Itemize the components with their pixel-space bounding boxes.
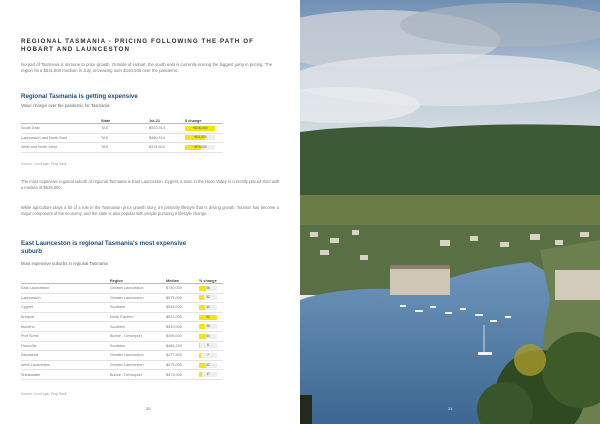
- body-paragraph-2: While agriculture plays a bit of a role in the Tasmanian price growth story, it's primarily lifestyle that is driving growth. Tourism has become a major component of the economy, and the state is also popular with people pursuing a lifestyle change.: [21, 205, 279, 217]
- section2-title: East Launceston is regional Tasmania's most expensive suburb: [21, 240, 187, 255]
- area-name: South East: [21, 124, 101, 134]
- median-cell: $486,250: [166, 341, 199, 351]
- region-cell: Greater Launceston: [110, 284, 166, 294]
- change-cell: [199, 370, 223, 380]
- area-name: Launceston and North East: [21, 133, 101, 143]
- median-cell: $495,000: [166, 331, 199, 341]
- pricing-table-header: [21, 116, 223, 124]
- change-bar-track: [199, 334, 217, 339]
- page-number-right: 21: [448, 406, 453, 411]
- change-cell: [199, 303, 223, 313]
- suburb-table-row: [21, 284, 223, 294]
- pricing-table-row: [21, 124, 223, 134]
- change-bar-track: [199, 315, 217, 320]
- col-jul21: Jul-21: [149, 116, 185, 124]
- suburb-name: Cygnet: [21, 303, 110, 313]
- median-cell: $575,000: [166, 293, 199, 303]
- change-cell: [185, 143, 223, 153]
- change-cell: [199, 322, 223, 332]
- state-cell: TAS: [101, 143, 149, 153]
- median-cell: $475,000: [166, 360, 199, 370]
- median-cell: $523,000: [166, 312, 199, 322]
- value-cell: $460,524: [149, 133, 185, 143]
- suburb-table-row: [21, 370, 223, 380]
- change-cell: [185, 133, 223, 143]
- suburb-name: Bicheno: [21, 322, 110, 332]
- page-number-left: 20: [146, 406, 151, 411]
- suburb-table-row: [21, 351, 223, 361]
- median-cell: $477,500: [166, 351, 199, 361]
- region-cell: Burnie - Devonport: [110, 370, 166, 380]
- distant-hills: [300, 124, 600, 200]
- change-cell: [199, 351, 223, 361]
- col-change: $ change: [185, 116, 223, 124]
- section1-subtitle: Value change over the pandemic for Tasmania: [21, 103, 110, 108]
- region-cell: Southern: [110, 322, 166, 332]
- change-bar-track: [199, 363, 217, 368]
- intro-paragraph: No part of Tasmania is immune to price growth. Outside of Hobart, the south east is currently among the biggest jump in pricing. The region hit a $511,000 medium in July, increasing over $140,000 over the pandemic.: [21, 62, 273, 74]
- col-median: Median: [166, 276, 199, 284]
- change-bar-label: 42: [206, 362, 210, 367]
- pricing-table: [21, 116, 223, 153]
- suburb-table-row: [21, 322, 223, 332]
- suburb-name: Shearwater: [21, 370, 110, 380]
- suburb-table-row: [21, 341, 223, 351]
- section2-subtitle: Most expensive suburbs in regional Tasmania: [21, 261, 108, 266]
- change-bar-track: [199, 343, 217, 348]
- change-bar-label: +$140,000: [192, 125, 208, 130]
- suburb-name: Newstead: [21, 351, 110, 361]
- value-cell: $510,914: [149, 124, 185, 134]
- state-cell: TAS: [101, 133, 149, 143]
- suburb-table-header: [21, 276, 223, 284]
- change-bar-track: [199, 372, 217, 377]
- change-bar-label: 7: [207, 352, 209, 357]
- median-cell: $473,000: [166, 370, 199, 380]
- area-name: West and North West: [21, 143, 101, 153]
- change-bar-label: 46: [206, 285, 210, 290]
- change-bar-track: [185, 126, 215, 131]
- change-bar-label: 44: [206, 333, 210, 338]
- change-cell: [199, 341, 223, 351]
- suburb-name: East Launceston: [21, 284, 110, 294]
- launceston-river-photo: [300, 0, 600, 424]
- region-cell: Southern: [110, 341, 166, 351]
- suburb-table-row: [21, 293, 223, 303]
- suburb-table-row: [21, 303, 223, 313]
- suburb-name: Huonville: [21, 341, 110, 351]
- median-cell: $520,000: [166, 322, 199, 332]
- median-cell: $539,000: [166, 303, 199, 313]
- change-cell: [199, 293, 223, 303]
- suburb-table-row: [21, 312, 223, 322]
- change-bar-track: [199, 286, 217, 291]
- change-bar-label: +$74,000: [193, 144, 207, 149]
- section2-source: Source: CoreLogic, PropTrack: [21, 392, 67, 396]
- change-bar-label: 17: [206, 372, 210, 377]
- change-cell: [199, 360, 223, 370]
- median-cell: $750,000: [166, 284, 199, 294]
- suburb-table-row: [21, 331, 223, 341]
- value-cell: $374,524: [149, 143, 185, 153]
- change-bar-label: 40: [206, 304, 210, 309]
- region-cell: Greater Launceston: [110, 351, 166, 361]
- section1-title: Regional Tasmania is getting expensive: [21, 93, 138, 100]
- change-cell: [199, 284, 223, 294]
- suburb-name: West Launceston: [21, 360, 110, 370]
- change-cell: [199, 312, 223, 322]
- riverside-buildings: [555, 270, 600, 300]
- change-bar-label: 32: [206, 295, 210, 300]
- region-cell: Greater Launceston: [110, 293, 166, 303]
- region-cell: Burnie - Devonport: [110, 331, 166, 341]
- pricing-table-row: [21, 143, 223, 153]
- body-paragraph-1: The most expensive regional suburb of regional Tasmania is East Launceston. Cygnet, a town in the Huon Valley is currently placed third with a median of $539,000.: [21, 179, 279, 191]
- col-name: [21, 116, 101, 124]
- col-region: Region: [110, 276, 166, 284]
- change-bar-track: [199, 305, 217, 310]
- region-cell: Southern: [110, 303, 166, 313]
- suburb-table-row: [21, 360, 223, 370]
- change-bar-label: 92: [206, 314, 210, 319]
- pricing-table-row: [21, 133, 223, 143]
- suburb-name: Launceston: [21, 293, 110, 303]
- suburb-name: Port Sorell: [21, 331, 110, 341]
- section1-source: Source: CoreLogic, PropTrack: [21, 162, 67, 166]
- change-bar-track: [199, 295, 217, 300]
- change-bar-track: [199, 353, 217, 358]
- state-cell: TAS: [101, 124, 149, 134]
- change-cell: [185, 124, 223, 134]
- photo-illustration: [300, 0, 600, 424]
- change-cell: [199, 331, 223, 341]
- col-state: State: [101, 116, 149, 124]
- waterfront-apartments: [390, 265, 450, 295]
- change-bar-track: [185, 135, 215, 140]
- suburb-name: Bridport: [21, 312, 110, 322]
- change-bar-label: 38: [206, 324, 210, 329]
- col-suburb: [21, 276, 110, 284]
- page-heading: REGIONAL TASMANIA - PRICING FOLLOWING THE PATH OF HOBART AND LAUNCESTON: [21, 38, 254, 53]
- change-bar-label: 6: [207, 343, 209, 348]
- region-cell: North Eastern: [110, 312, 166, 322]
- region-cell: Greater Launceston: [110, 360, 166, 370]
- change-bar-label: +$91,000: [193, 135, 207, 140]
- change-bar-track: [185, 145, 215, 150]
- suburb-table: [21, 276, 223, 380]
- col-pct-change: % change: [199, 276, 223, 284]
- change-bar-track: [199, 324, 217, 329]
